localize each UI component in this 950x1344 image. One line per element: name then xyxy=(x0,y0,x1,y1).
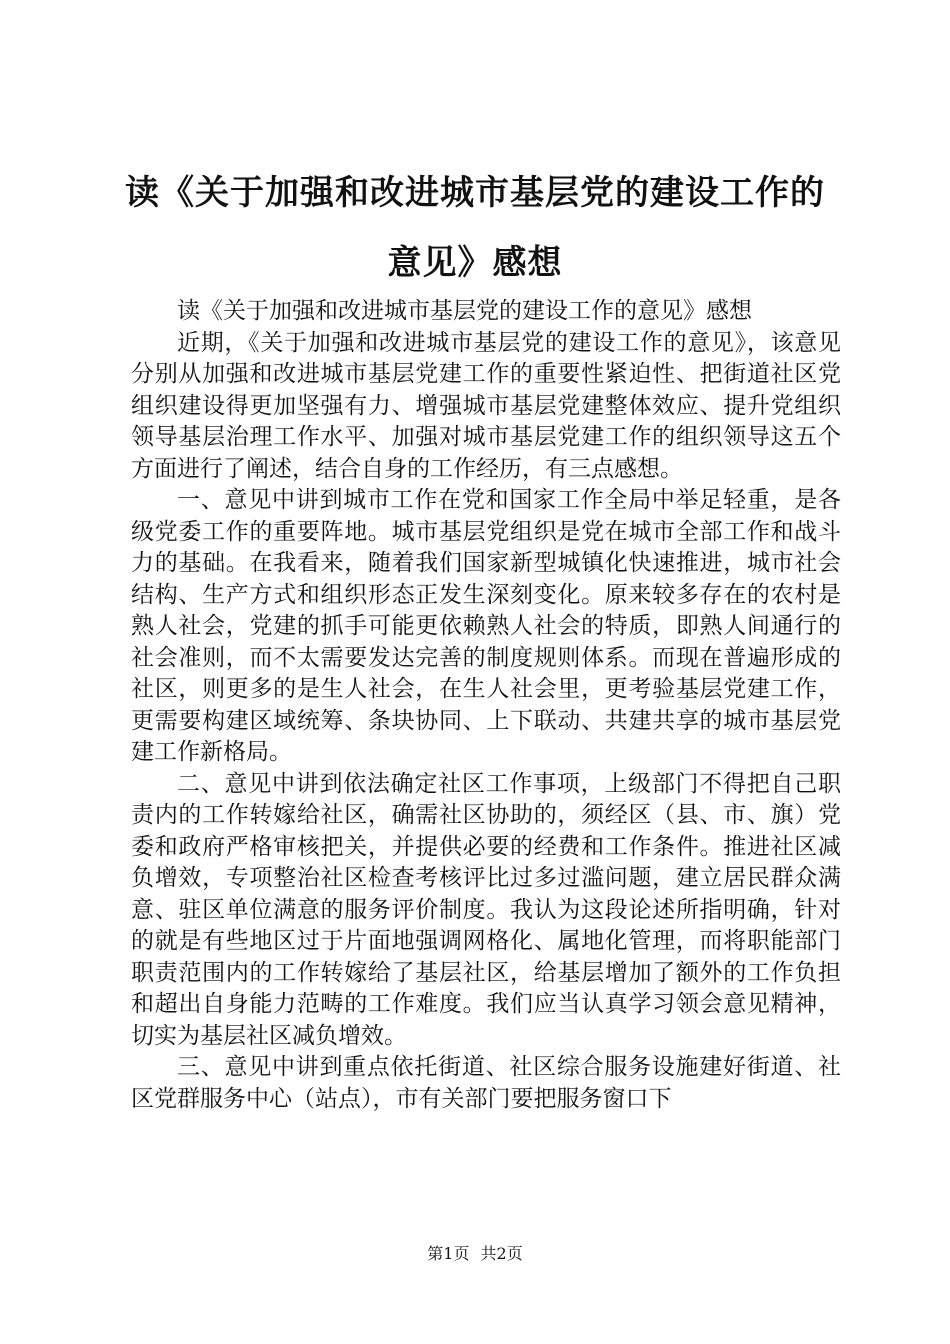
page-footer xyxy=(0,1244,950,1264)
document-title-line-2: 意见》感想 xyxy=(387,243,563,283)
document-title xyxy=(90,158,860,298)
page-total: 共2页 xyxy=(480,1244,523,1263)
document-body xyxy=(131,296,841,1115)
page-number: 第1页 xyxy=(427,1244,470,1263)
body-paragraph-intro: 近期，《关于加强和改进城市基层党的建设工作的意见》，该意见分别从加强和改进城市基层党建工作的重要性紧迫性、把街道社区党组织建设得更加坚强有力、增强城市基层党建整体效应、提升党组织领导基层治理工作水平、加强对城市基层党建工作的组织领导这五个方面进行了阐述，结合自身的工作经历，有三点感想。 xyxy=(131,329,841,482)
body-paragraph-point-3: 三、意见中讲到重点依托街道、社区综合服务设施建好街道、社区党群服务中心（站点），市有关部门要把服务窗口下 xyxy=(131,1054,841,1112)
body-paragraph-point-1: 一、意见中讲到城市工作在党和国家工作全局中举足轻重，是各级党委工作的重要阵地。城市基层党组织是党在城市全部工作和战斗力的基础。在我看来，随着我们国家新型城镇化快速推进，城市社会结构、生产方式和组织形态正发生深刻变化。原来较多存在的农村是熟人社会，党建的抓手可能更依赖熟人社会的特质，即熟人间通行的社会准则，而不太需要发达完善的制度规则体系。而现在普遍形成的社区，则更多的是生人社会，在生人社会里，更考验基层党建工作，更需要构建区域统筹、条块协同、上下联动、共建共享的城市基层党建工作新格局。 xyxy=(131,487,841,765)
document-title-line-1: 读《关于加强和改进城市基层党的建设工作的 xyxy=(125,173,825,213)
body-paragraph-heading: 读《关于加强和改进城市基层党的建设工作的意见》感想 xyxy=(177,298,752,324)
body-paragraph-point-2: 二、意见中讲到依法确定社区工作事项，上级部门不得把自己职责内的工作转嫁给社区，确需社区协助的，须经区（县、市、旗）党委和政府严格审核把关，并提供必要的经费和工作条件。推进社区减负增效，专项整治社区检查考核评比过多过滥问题，建立居民群众满意、驻区单位满意的服务评价制度。我认为这段论述所指明确，针对的就是有些地区过于片面地强调网格化、属地化管理，而将职能部门职责范围内的工作转嫁给了基层社区，给基层增加了额外的工作负担和超出自身能力范畴的工作难度。我们应当认真学习领会意见精神，切实为基层社区减负增效。 xyxy=(131,770,841,1049)
